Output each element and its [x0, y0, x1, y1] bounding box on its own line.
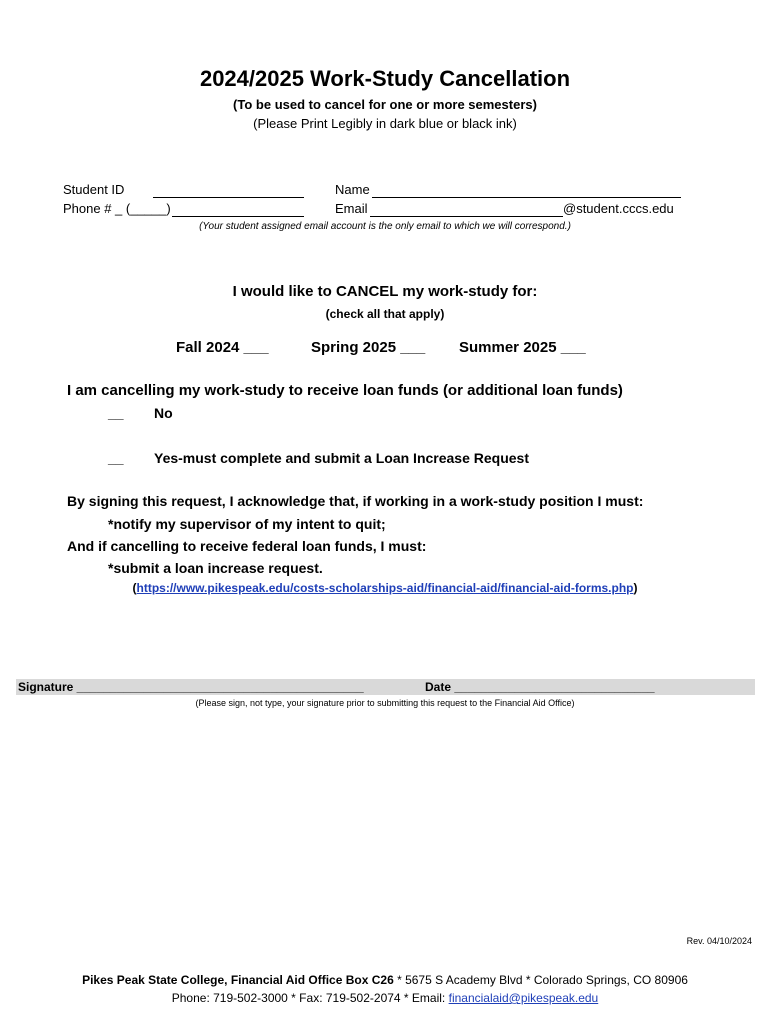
footer-address: [0, 973, 770, 987]
signature-field[interactable]: Signature ___________________________________________: [18, 680, 364, 694]
forms-link-line: [0, 581, 770, 595]
email-note: (Your student assigned email account is the only email to which we will correspond.): [199, 221, 571, 232]
revision-date: Rev. 04/10/2024: [686, 936, 752, 946]
footer-office: Pikes Peak State College, Financial Aid Office Box C26: [82, 973, 394, 987]
option-spring-2025[interactable]: Spring 2025 ___: [311, 339, 426, 356]
phone-field[interactable]: [172, 202, 304, 217]
form-subtitle: (To be used to cancel for one or more semesters): [233, 97, 537, 112]
check-instruction: (check all that apply): [325, 307, 445, 321]
print-instruction: (Please Print Legibly in dark blue or black ink): [253, 116, 517, 131]
option-summer-2025[interactable]: Summer 2025 ___: [459, 339, 586, 356]
acknowledge-line-2: *notify my supervisor of my intent to quit;: [108, 516, 386, 532]
student-id-label: Student ID: [63, 182, 125, 197]
footer-phone-fax: Phone: 719-502-3000 * Fax: 719-502-2074 * Email:: [171, 991, 449, 1005]
footer-street: * 5675 S Academy Blvd * Colorado Springs, CO 80906: [393, 973, 688, 987]
email-label: Email: [335, 201, 368, 216]
form-title: 2024/2025 Work-Study Cancellation: [199, 66, 571, 91]
financial-aid-email-link[interactable]: financialaid@pikespeak.edu: [448, 991, 599, 1005]
yes-option-label: Yes-must complete and submit a Loan Increase Request: [154, 450, 529, 466]
option-fall-2024[interactable]: Fall 2024 ___: [176, 339, 269, 356]
student-id-field[interactable]: [153, 183, 304, 198]
acknowledge-line-4: *submit a loan increase request.: [108, 560, 323, 576]
no-option-label: No: [154, 405, 173, 421]
paren-open: (: [132, 581, 137, 595]
phone-label: Phone # _ (_____): [63, 201, 171, 216]
loan-question: I am cancelling my work-study to receive loan funds (or additional loan funds): [67, 382, 623, 399]
name-label: Name: [335, 182, 370, 197]
yes-checkbox-blank[interactable]: __: [108, 450, 124, 466]
date-field[interactable]: Date ______________________________: [425, 680, 655, 694]
signature-note: (Please sign, not type, your signature prior to submitting this request to the Financial Aid Office): [195, 698, 575, 708]
acknowledge-line-1: By signing this request, I acknowledge that, if working in a work-study position I must:: [67, 493, 644, 509]
no-checkbox-blank[interactable]: __: [108, 405, 124, 421]
paren-close: ): [633, 581, 638, 595]
name-field[interactable]: [372, 183, 681, 198]
email-field[interactable]: [370, 202, 563, 217]
email-domain: @student.cccs.edu: [563, 201, 674, 216]
cancel-heading: I would like to CANCEL my work-study for:: [232, 283, 538, 300]
footer-contact: [0, 991, 770, 1005]
acknowledge-line-3: And if cancelling to receive federal loan funds, I must:: [67, 538, 427, 554]
signature-bar: [16, 679, 755, 695]
financial-aid-forms-link[interactable]: https://www.pikespeak.edu/costs-scholarships-aid/financial-aid/financial-aid-forms.php: [136, 581, 634, 595]
